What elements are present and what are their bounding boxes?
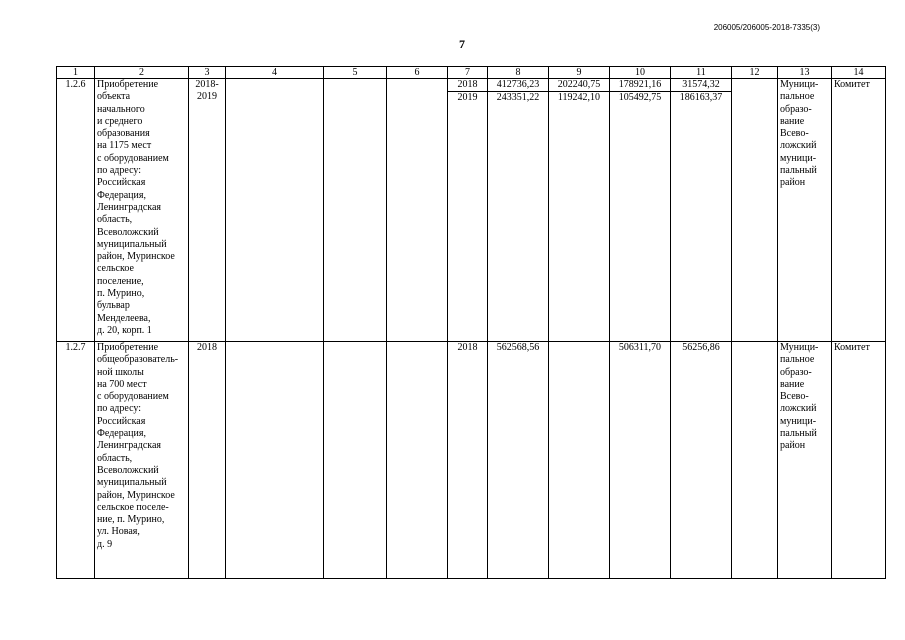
description-line: сельское xyxy=(97,263,134,275)
empty-cell xyxy=(226,79,324,342)
column-header: 10 xyxy=(610,67,671,79)
description-line: начального xyxy=(97,103,145,115)
description-line: Всеволожский xyxy=(97,226,159,238)
owner-line: ложский xyxy=(780,403,817,415)
description-line: д. 20, корп. 1 xyxy=(97,324,152,336)
amount-cell xyxy=(610,79,671,342)
description-line: бульвар xyxy=(97,300,130,312)
object-description xyxy=(95,342,189,579)
empty-cell xyxy=(324,79,387,342)
row-number: 1.2.7 xyxy=(57,342,95,579)
column-header: 2 xyxy=(95,67,189,79)
amount-value: 186163,37 xyxy=(679,92,723,104)
description-line: и среднего xyxy=(97,115,143,127)
owner-line: Всево- xyxy=(780,128,809,140)
amount-value xyxy=(549,342,610,579)
period-line: 2019 xyxy=(197,91,217,103)
column-header: 1 xyxy=(57,67,95,79)
amount-value: 31574,32 xyxy=(671,79,731,92)
description-line: Приобретение xyxy=(97,79,159,90)
empty-cell xyxy=(226,342,324,579)
amount-value: 506311,70 xyxy=(610,342,671,579)
description-line: по адресу: xyxy=(97,403,142,415)
description-line: образования xyxy=(97,128,150,140)
period-line: 2018 xyxy=(197,342,217,353)
description-line: общеобразователь- xyxy=(97,354,179,366)
program-table xyxy=(56,66,886,579)
description-line: п. Мурино, xyxy=(97,288,145,300)
description-line: д. 9 xyxy=(97,538,113,550)
owner-line: Всево- xyxy=(780,391,809,403)
column-header: 5 xyxy=(324,67,387,79)
owner-line: ложский xyxy=(780,140,817,152)
owner-line: пальный xyxy=(780,165,817,177)
description-line: Федерация, xyxy=(97,428,146,440)
owner-line: пальный xyxy=(780,428,817,440)
amount-value: 56256,86 xyxy=(671,342,732,579)
empty-cell xyxy=(387,79,448,342)
description-line: с оборудованием xyxy=(97,152,169,164)
description-line: ной школы xyxy=(97,366,144,378)
header-row xyxy=(57,67,886,79)
column-header: 12 xyxy=(732,67,778,79)
year-value: 2018 xyxy=(448,79,487,92)
amount-cell xyxy=(549,79,610,342)
owner-line: пальное xyxy=(780,354,815,366)
description-line: сельское поселе- xyxy=(97,501,169,513)
row-number: 1.2.6 xyxy=(57,79,95,342)
description-line: с оборудованием xyxy=(97,391,169,403)
executor-cell: Комитет xyxy=(832,79,886,342)
description-line: муниципальный xyxy=(97,238,167,250)
empty-cell xyxy=(732,79,778,342)
document-id: 206005/206005-2018-7335(3) xyxy=(713,23,820,32)
implementation-period xyxy=(189,342,226,579)
description-line: область, xyxy=(97,452,133,464)
description-line: на 1175 мест xyxy=(97,140,152,152)
column-header: 13 xyxy=(778,67,832,79)
owner-line: образо- xyxy=(780,103,812,115)
owner-line: Муници- xyxy=(780,79,819,90)
year-value: 2019 xyxy=(457,92,478,104)
page-number: 7 xyxy=(459,37,465,51)
owner-cell xyxy=(778,79,832,342)
column-header: 3 xyxy=(189,67,226,79)
amount-total-cell xyxy=(488,79,549,342)
amount-value: 202240,75 xyxy=(549,79,609,92)
description-line: Приобретение xyxy=(97,342,159,353)
description-line: район, Муринское xyxy=(97,251,175,263)
description-line: Российская xyxy=(97,177,146,189)
period-line: 2018- xyxy=(195,79,219,90)
column-header: 14 xyxy=(832,67,886,79)
table-row xyxy=(57,79,886,342)
years-cell xyxy=(448,79,488,342)
description-line: Российская xyxy=(97,415,146,427)
implementation-period xyxy=(189,79,226,342)
owner-line: образо- xyxy=(780,366,812,378)
amount-value: 562568,56 xyxy=(488,342,549,579)
column-header: 8 xyxy=(488,67,549,79)
description-line: Ленинградская xyxy=(97,201,162,213)
description-line: на 700 мест xyxy=(97,378,147,390)
column-header: 4 xyxy=(226,67,324,79)
owner-line: Муници- xyxy=(780,342,819,353)
description-line: муниципальный xyxy=(97,477,167,489)
owner-line: район xyxy=(780,440,806,452)
amount-value: 178921,16 xyxy=(610,79,670,92)
amount-value: 243351,22 xyxy=(496,92,540,104)
table-row xyxy=(57,342,886,579)
owner-line: муници- xyxy=(780,152,817,164)
description-line: по адресу: xyxy=(97,165,142,177)
description-line: поселение, xyxy=(97,275,144,287)
description-line: объекта xyxy=(97,91,131,103)
owner-line: район xyxy=(780,177,806,189)
owner-line: пальное xyxy=(780,91,815,103)
year-value: 2018 xyxy=(448,342,488,579)
description-line: Всеволожский xyxy=(97,464,159,476)
object-description xyxy=(95,79,189,342)
description-line: ул. Новая, xyxy=(97,526,140,538)
amount-value: 105492,75 xyxy=(618,92,662,104)
column-header: 9 xyxy=(549,67,610,79)
amount-value: 119242,10 xyxy=(557,92,601,104)
description-line: Менделеева, xyxy=(97,312,151,324)
owner-line: вание xyxy=(780,115,805,127)
owner-line: муници- xyxy=(780,415,817,427)
executor-cell: Комитет xyxy=(832,342,886,579)
empty-cell xyxy=(387,342,448,579)
description-line: Ленинградская xyxy=(97,440,162,452)
column-header: 7 xyxy=(448,67,488,79)
empty-cell xyxy=(324,342,387,579)
owner-cell xyxy=(778,342,832,579)
column-header: 11 xyxy=(671,67,732,79)
amount-value: 412736,23 xyxy=(488,79,548,92)
column-header: 6 xyxy=(387,67,448,79)
description-line: район, Муринское xyxy=(97,489,175,501)
owner-line: вание xyxy=(780,378,805,390)
description-line: область, xyxy=(97,214,133,226)
amount-cell xyxy=(671,79,732,342)
description-line: ние, п. Мурино, xyxy=(97,514,165,526)
description-line: Федерация, xyxy=(97,189,146,201)
empty-cell xyxy=(732,342,778,579)
